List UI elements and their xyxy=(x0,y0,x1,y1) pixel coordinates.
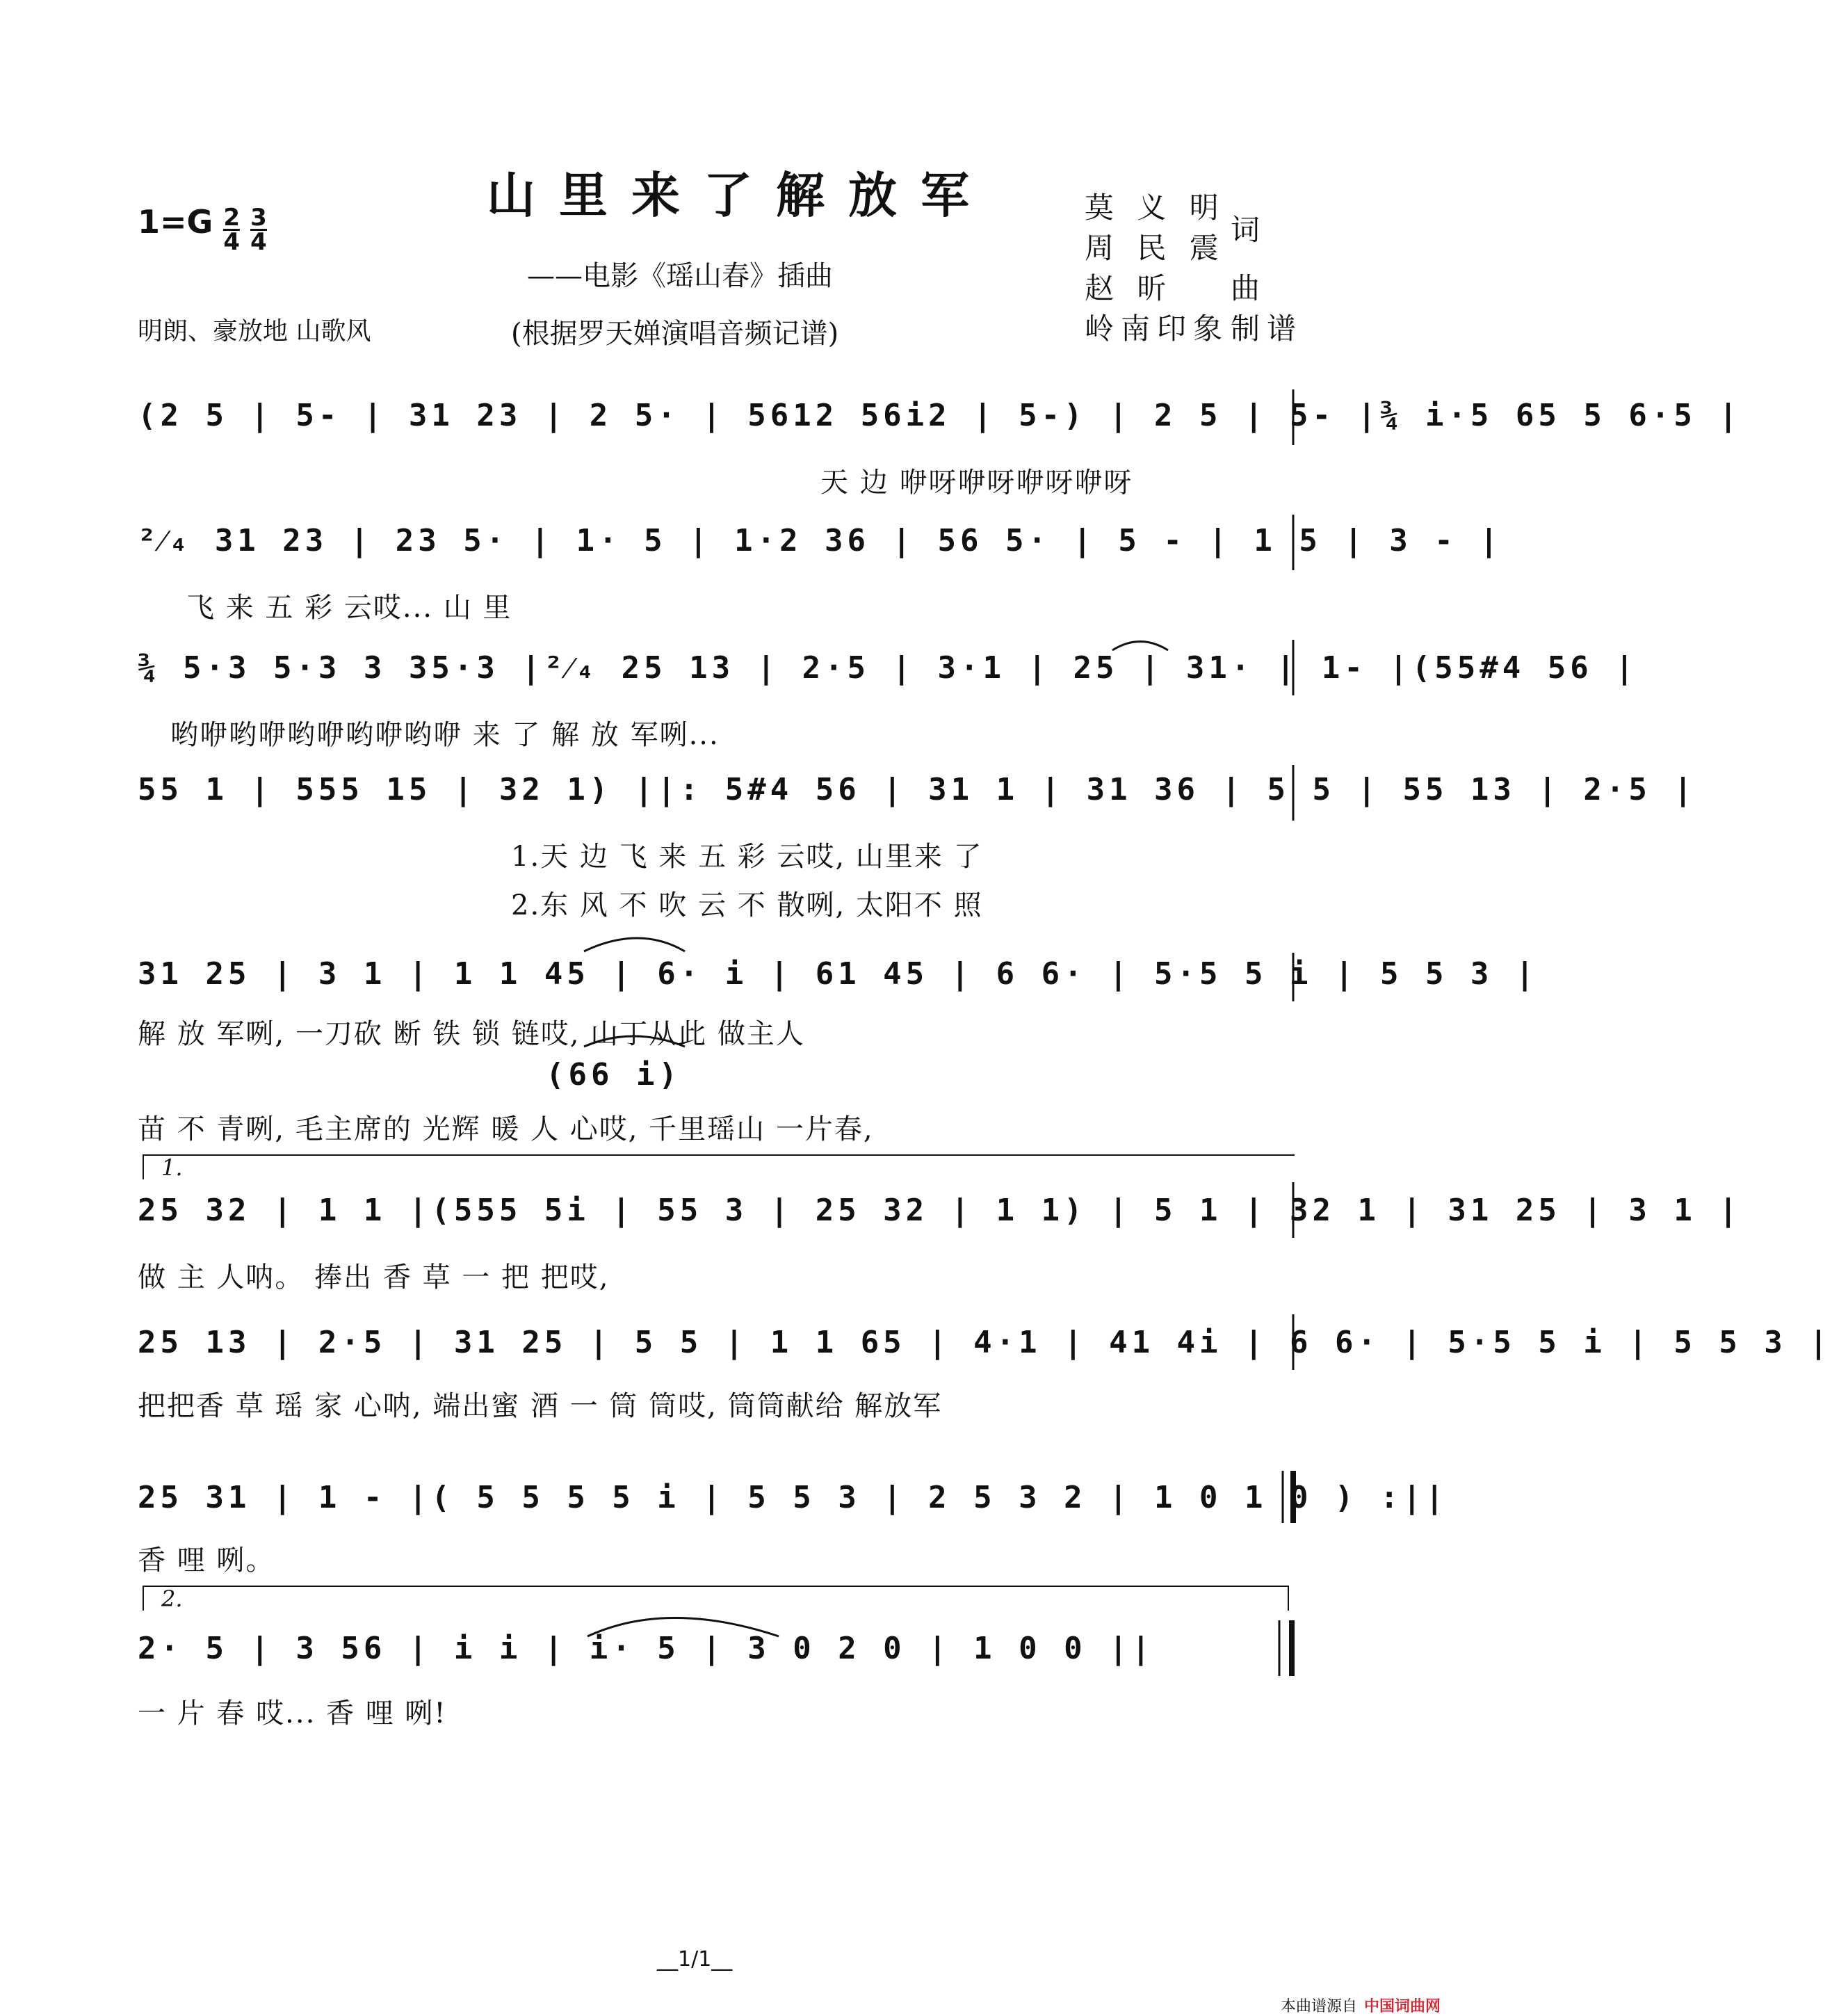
system-4-lyrics-verse-1: 1.天 边 飞 来 五 彩 云哎, 山里来 了 xyxy=(511,841,983,873)
system-2-notes: ²⁄₄ 31 23 | 23 5· | 1· 5 | 1·2 36 | 56 5· | 5 - | 1 5 | 3 - | xyxy=(138,523,1502,558)
system-5-notes: 31 25 | 3 1 | 1 1 45 | 6· i | 61 45 | 6 6· | 5·5 5 i | 5 5 3 | xyxy=(138,956,1539,992)
engraver: 岭南印象 xyxy=(1085,312,1230,346)
system-9-notes: 2· 5 | 3 56 | i i | i· 5 | 3 0 2 0 | 1 0 0 || xyxy=(138,1631,1155,1666)
role-engraving: 制谱 xyxy=(1231,312,1304,346)
composer: 赵 昕 xyxy=(1085,271,1174,305)
system-8-lyrics: 香 哩 咧。 xyxy=(138,1545,275,1576)
system-5-lyrics-verse-1: 解 放 军咧, 一刀砍 断 铁 锁 链哎, 山丁从此 做主人 xyxy=(138,1018,805,1050)
system-3-lyrics: 哟咿哟咿哟咿哟咿哟咿 来 了 解 放 军咧... xyxy=(170,719,720,751)
tempo-mark: 明朗、豪放地 山歌风 xyxy=(138,317,371,346)
system-7-notes: 25 13 | 2·5 | 31 25 | 5 5 | 1 1 65 | 4·1 | 41 4i | 6 6· | 5·5 5 i | 5 5 3 | xyxy=(138,1325,1832,1360)
subtitle: ——电影《瑶山春》插曲 xyxy=(527,260,833,292)
meter-3-4: $\frac{3}{4}$ xyxy=(250,204,267,256)
system-2-lyrics: 飞 来 五 彩 云哎... 山 里 xyxy=(186,592,512,624)
system-9-lyrics: 一 片 春 哎... 香 哩 咧! xyxy=(138,1698,447,1729)
volta-2-bracket xyxy=(143,1586,1289,1611)
credits xyxy=(1085,188,1229,349)
system-4-lyrics-verse-2: 2.东 风 不 吹 云 不 散咧, 太阳不 照 xyxy=(511,889,983,921)
system-5-lyrics-verse-2: 苗 不 青咧, 毛主席的 光辉 暖 人 心哎, 千里瑶山 一片春, xyxy=(138,1113,874,1145)
key-and-meter xyxy=(138,203,267,256)
lyricist-2: 周 民 震 xyxy=(1085,231,1226,265)
system-7-lyrics: 把把香 草 瑶 家 心呐, 端出蜜 酒 一 筒 筒哎, 筒筒献给 解放军 xyxy=(138,1390,943,1422)
role-music: 曲 xyxy=(1231,271,1267,305)
system-8-notes: 25 31 | 1 - |( 5 5 5 5 i | 5 5 3 | 2 5 3 2 | 1 0 1 0 ) :|| xyxy=(138,1480,1448,1515)
system-5-alt-notes: (66 i) xyxy=(546,1057,681,1092)
watermark-label: 本曲谱源自 xyxy=(1281,1998,1358,2015)
lyricist-1: 莫 义 明 xyxy=(1085,191,1226,225)
system-1-lyrics: 天 边 咿呀咿呀咿呀咿呀 xyxy=(820,467,1133,499)
system-1-notes: (2 5 | 5- | 31 23 | 2 5· | 5612 56i2 | 5-) | 2 5 | 5- |¾ i·5 65 5 6·5 | xyxy=(138,398,1742,433)
system-4-notes: 55 1 | 555 15 | 32 1) ||: 5#4 56 | 31 1 | 31 36 | 5 5 | 55 13 | 2·5 | xyxy=(138,772,1696,807)
watermark-site: 中国词曲网 xyxy=(1364,1998,1441,2015)
song-title: 山里来了解放军 xyxy=(487,166,993,224)
transcription-note: (根据罗天婵演唱音频记谱) xyxy=(511,318,839,350)
system-6-lyrics: 做 主 人呐。 捧出 香 草 一 把 把哎, xyxy=(138,1261,610,1293)
volta-1-bracket xyxy=(143,1154,1295,1179)
volta-2-number: 2. xyxy=(161,1586,183,1612)
role-lyrics: 词 xyxy=(1231,213,1267,247)
system-6-notes: 25 32 | 1 1 |(555 5i | 55 3 | 25 32 | 1 1) | 5 1 | 32 1 | 31 25 | 3 1 | xyxy=(138,1193,1742,1228)
page-number: __1/1__ xyxy=(657,1947,733,1971)
volta-1-number: 1. xyxy=(161,1154,183,1181)
system-3-notes: ¾ 5·3 5·3 3 35·3 |²⁄₄ 25 13 | 2·5 | 3·1 | 25 | 31· | 1- |(55#4 56 | xyxy=(138,650,1638,686)
meter-2-4: $\frac{2}{4}$ xyxy=(223,204,241,256)
key-signature: 1=G xyxy=(138,203,213,241)
